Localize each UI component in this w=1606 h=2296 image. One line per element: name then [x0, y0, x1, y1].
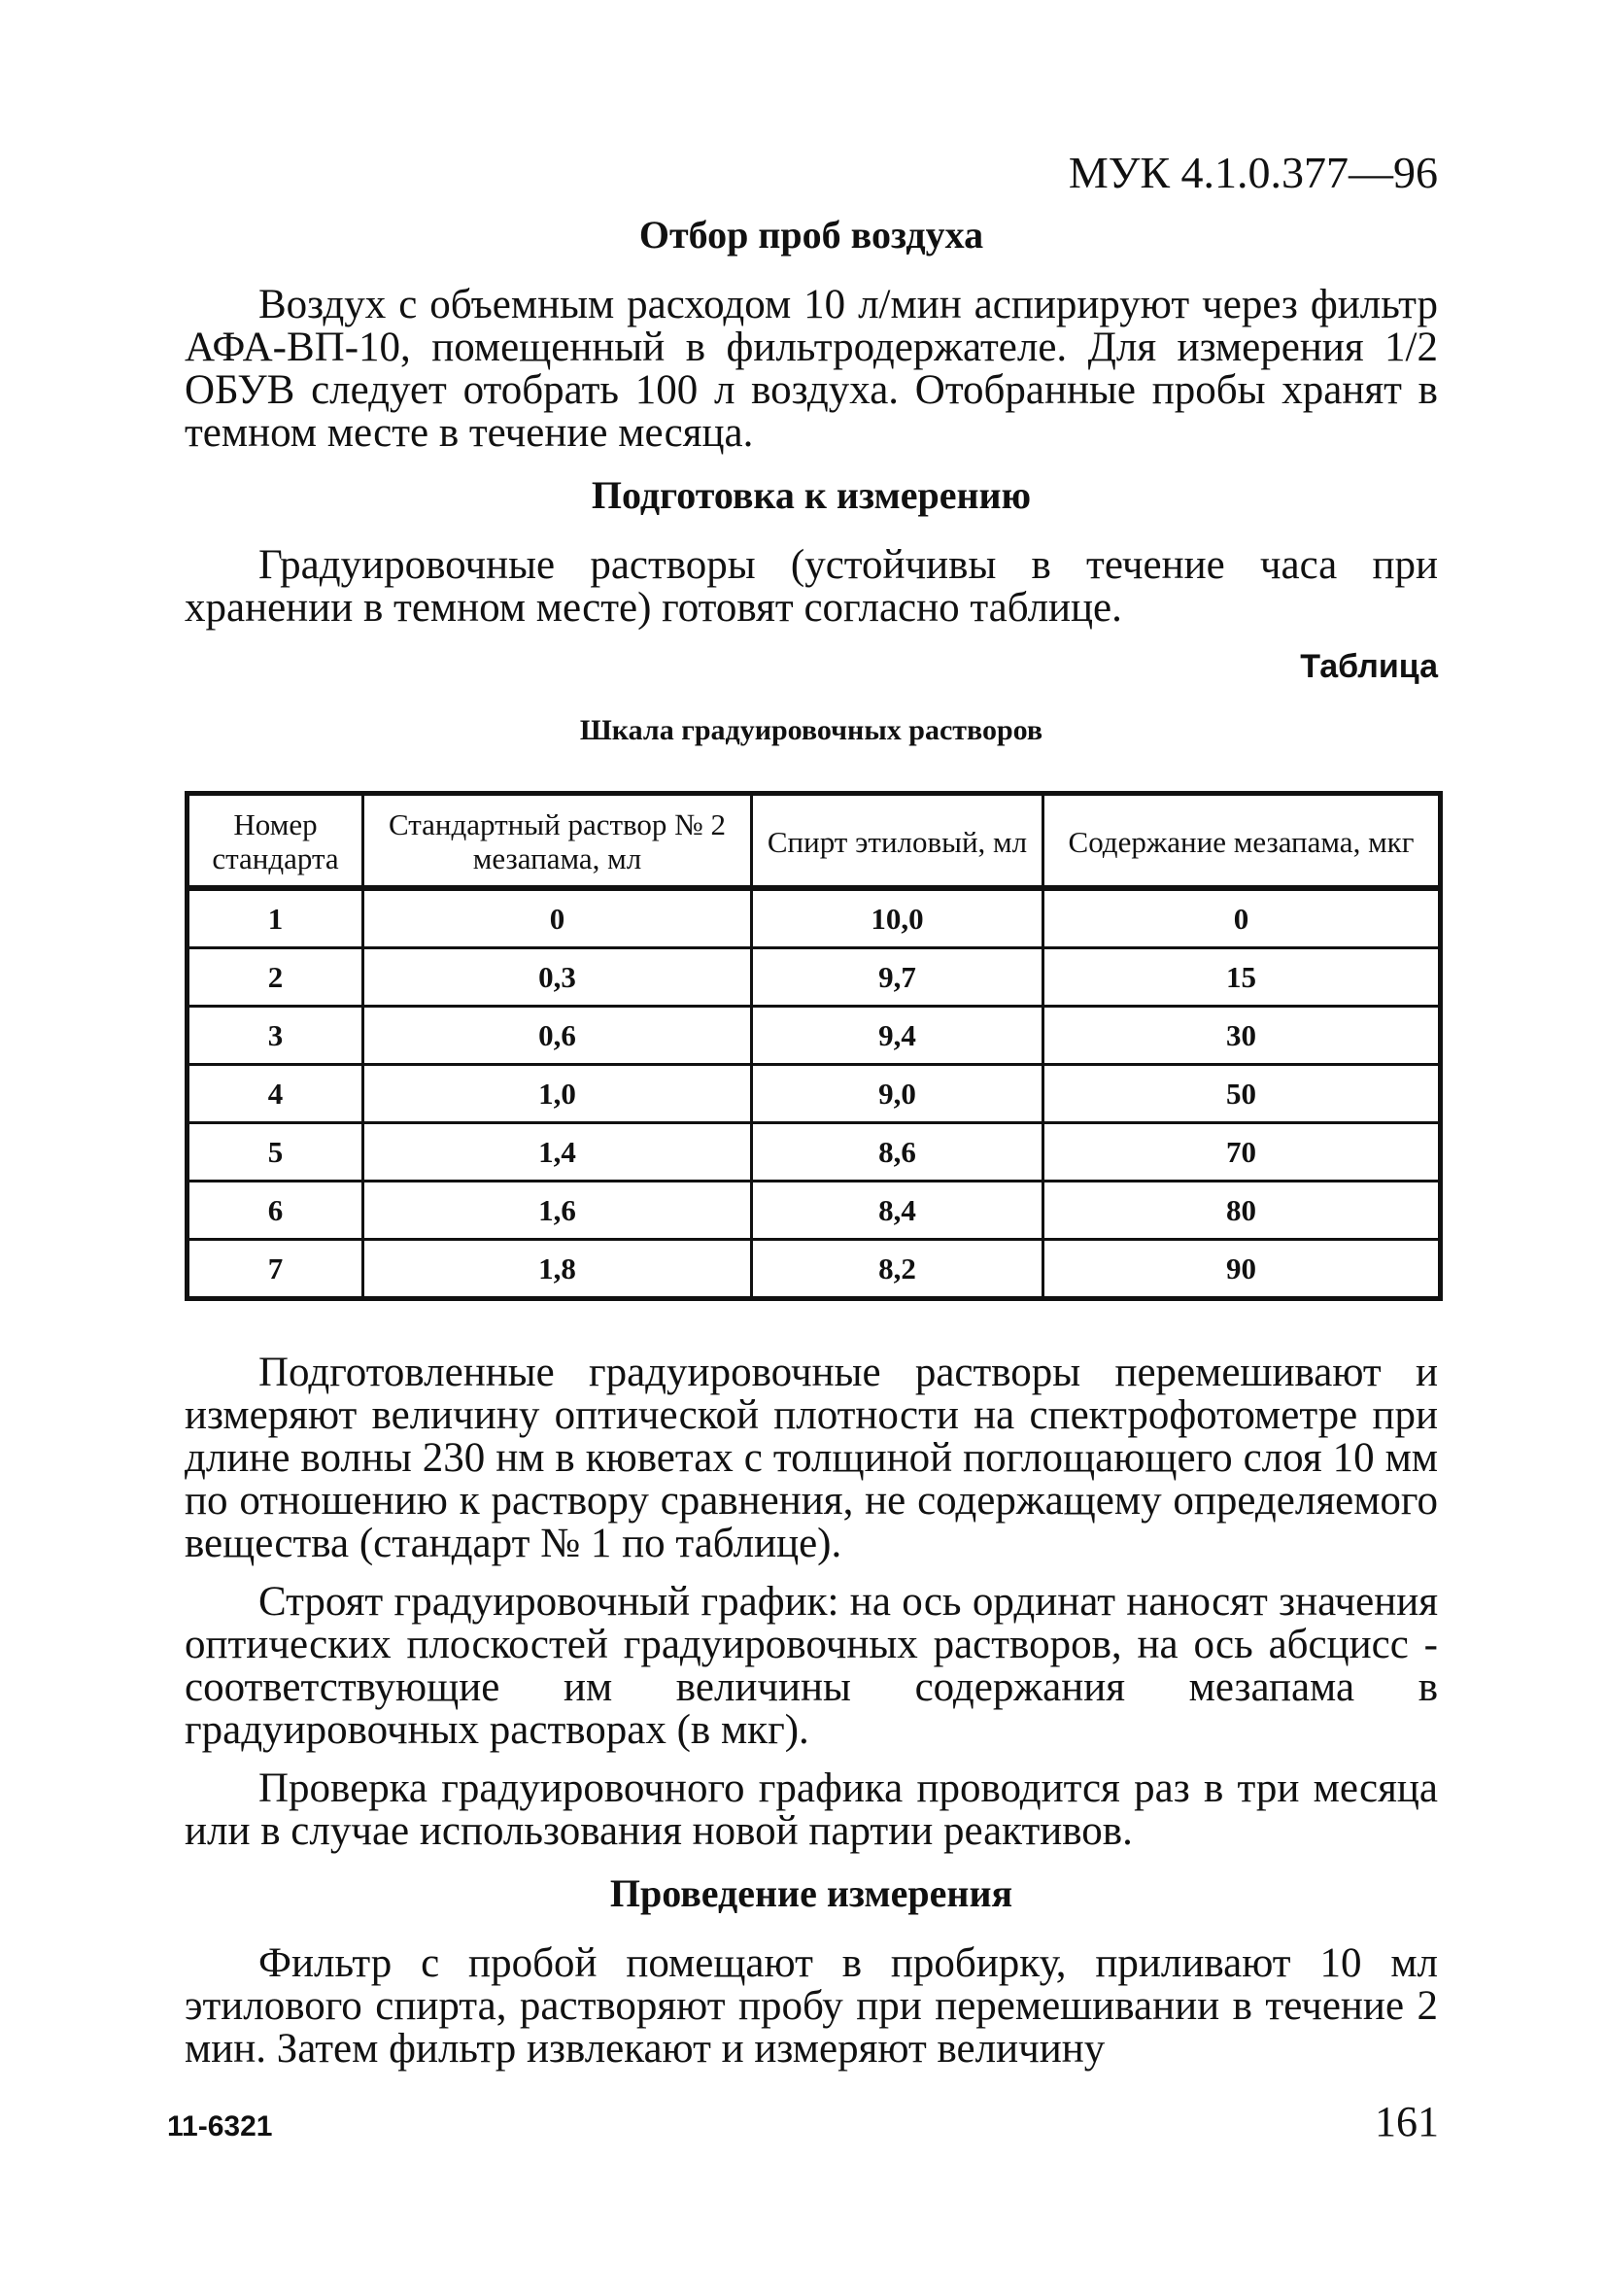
table-cell: 6	[188, 1182, 363, 1240]
header-standard-solution: Стандартный раствор № 2 мезапама, мл	[363, 794, 752, 889]
table-cell: 80	[1043, 1182, 1441, 1240]
table-cell: 1	[188, 888, 363, 948]
table-cell: 8,4	[752, 1182, 1043, 1240]
calibration-table	[185, 791, 1443, 1301]
paragraph-measurement: Фильтр с пробой помещают в пробирку, приливают 10 мл этилового спирта, растворяют пробу при перемешивании в течение 2 мин. Затем фильтр извлекают и измеряют величину	[185, 1940, 1438, 2072]
table-cell: 5	[188, 1123, 363, 1182]
table-row	[188, 1182, 1441, 1240]
table-cell: 10,0	[752, 888, 1043, 948]
table-cell: 1,0	[363, 1065, 752, 1123]
paragraph-preparation: Градуировочные растворы (устойчивы в течение часа при хранении в темном месте) готовят согласно таблице.	[185, 542, 1438, 631]
table-label: Таблица	[1300, 648, 1438, 685]
table-title: Шкала градуировочных растворов	[579, 714, 1043, 746]
table-cell: 70	[1043, 1123, 1441, 1182]
table-row	[188, 948, 1441, 1007]
table-cell: 0,3	[363, 948, 752, 1007]
paragraph-calibration-graph: Строят градуировочный график: на ось ординат наносят значения оптических плоскостей градуировочных растворов, на ось абсцисс - соответствующие им величины содержания мезапама в градуировочных растворах (в мкг).	[185, 1579, 1438, 1753]
page-footer	[167, 2097, 1439, 2155]
table-cell: 9,4	[752, 1007, 1043, 1065]
table-cell: 30	[1043, 1007, 1441, 1065]
table-row	[188, 888, 1441, 948]
document-page	[185, 146, 1438, 2086]
table-cell: 3	[188, 1007, 363, 1065]
header-ethyl-alcohol: Спирт этиловый, мл	[752, 794, 1043, 889]
print-code: 11-6321	[167, 2110, 273, 2142]
paragraph-calibration-measurement: Подготовленные градуировочные растворы перемешивают и измеряют величину оптической плотности на спектрофотометре при длине волны 230 нм в кюветах с толщиной поглощающего слоя 10 мм по отношению к раствору сравнения, не содержащему определяемого вещества (стандарт № 1 по таблице).	[185, 1350, 1438, 1566]
table-cell: 0	[1043, 888, 1441, 948]
table-cell: 90	[1043, 1240, 1441, 1299]
table-cell: 8,6	[752, 1123, 1043, 1182]
table-cell: 50	[1043, 1065, 1441, 1123]
table-row	[188, 1007, 1441, 1065]
table-header-row	[188, 794, 1441, 889]
table-cell: 0,6	[363, 1007, 752, 1065]
table-cell: 4	[188, 1065, 363, 1123]
section-heading-sampling: Отбор проб воздуха	[638, 213, 984, 257]
table-cell: 9,7	[752, 948, 1043, 1007]
table-cell: 7	[188, 1240, 363, 1299]
table-cell: 1,6	[363, 1182, 752, 1240]
table-cell: 15	[1043, 948, 1441, 1007]
document-code: МУК 4.1.0.377—96	[1068, 148, 1438, 197]
section-heading-measurement: Проведение измерения	[609, 1871, 1013, 1915]
paragraph-sampling: Воздух с объемным расходом 10 л/мин аспирируют через фильтр АФА-ВП-10, помещенный в фильтродержателе. Для измерения 1/2 ОБУВ следует отобрать 100 л воздуха. Отобранные пробы хранят в темном месте в течение месяца.	[185, 282, 1438, 456]
table-row	[188, 1240, 1441, 1299]
page-number: 161	[1375, 2098, 1439, 2145]
table-cell: 8,2	[752, 1240, 1043, 1299]
table-cell: 1,8	[363, 1240, 752, 1299]
paragraph-graph-check: Проверка градуировочного графика проводится раз в три месяца или в случае использования новой партии реактивов.	[185, 1765, 1438, 1854]
header-mezapam-content: Содержание мезапама, мкг	[1043, 794, 1441, 889]
table-cell: 9,0	[752, 1065, 1043, 1123]
section-heading-preparation: Подготовка к измерению	[591, 473, 1032, 517]
table-cell: 0	[363, 888, 752, 948]
table-row	[188, 1123, 1441, 1182]
table-cell: 2	[188, 948, 363, 1007]
header-standard-number: Номер стандарта	[188, 794, 363, 889]
table-row	[188, 1065, 1441, 1123]
table-cell: 1,4	[363, 1123, 752, 1182]
